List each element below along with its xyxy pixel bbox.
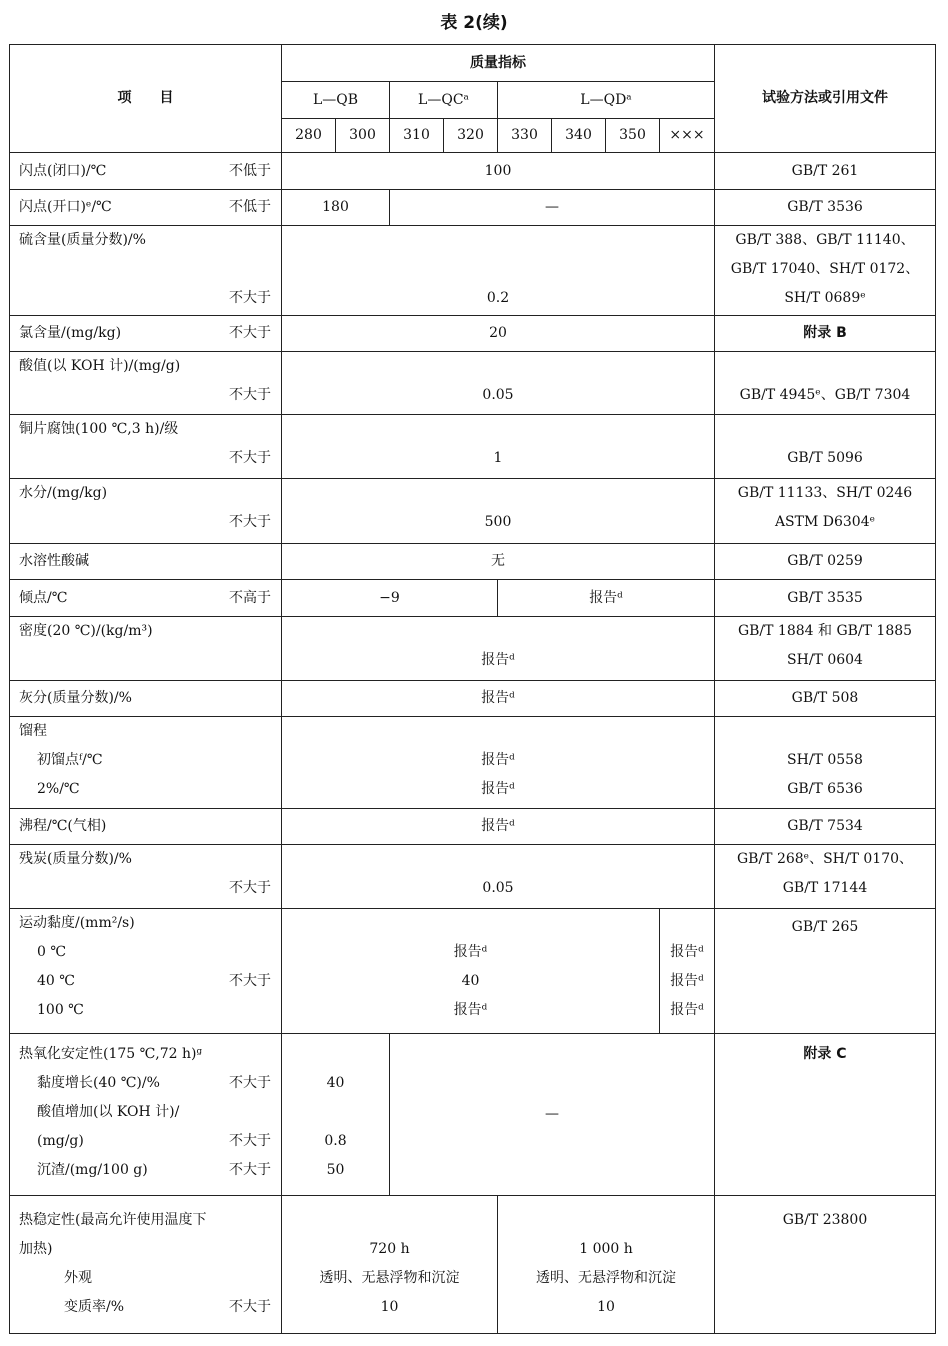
method-line: ASTM D6304ᵉ	[774, 514, 876, 530]
method-line: GB/T 17040、SH/T 0172、	[730, 261, 920, 277]
row-pour	[10, 580, 936, 617]
code-350: 350	[606, 119, 660, 153]
grade-qc: L—QCᵃ	[390, 82, 498, 119]
value-b: 报告ᵈ	[498, 580, 715, 617]
value: 报告ᵈ	[282, 681, 715, 717]
value: 报告ᵈ	[453, 944, 488, 960]
limit: 不大于	[229, 880, 271, 896]
value: 1	[493, 450, 503, 466]
code-xxx: ×××	[660, 119, 715, 153]
method: GB/T 23800	[782, 1212, 868, 1228]
value-a: −9	[282, 580, 498, 617]
value: 无	[282, 544, 715, 580]
limit: 不大于	[229, 1133, 271, 1149]
label: 铜片腐蚀(100 ℃,3 h)/级	[19, 421, 179, 437]
limit: 不大于	[229, 1162, 271, 1178]
label: 闪点(开口)ᵉ/℃	[19, 199, 112, 215]
value: 报告ᵈ	[481, 781, 515, 797]
row-viscosity	[10, 909, 936, 1034]
value: 0.8	[324, 1133, 347, 1149]
label: 水溶性酸碱	[19, 553, 89, 569]
sub-label: 外观	[64, 1270, 92, 1286]
method-line: GB/T 17144	[782, 880, 868, 896]
value-rest: —	[390, 190, 715, 226]
row-water	[10, 479, 936, 544]
limit: 不大于	[229, 325, 271, 341]
label: 密度(20 ℃)/(kg/m³)	[19, 623, 153, 639]
code-340: 340	[552, 119, 606, 153]
label: 酸值(以 KOH 计)/(mg/g)	[19, 358, 181, 374]
sub-label: 黏度增长(40 ℃)/%	[37, 1075, 160, 1091]
label: 倾点/℃	[19, 589, 68, 606]
label: 运动黏度/(mm²/s)	[19, 915, 135, 931]
appearance: 透明、无悬浮物和沉淀	[319, 1270, 460, 1286]
value: 0.2	[486, 290, 510, 306]
sub-label: 变质率/%	[64, 1299, 125, 1315]
value: 100	[282, 153, 715, 190]
label: 灰分(质量分数)/%	[19, 690, 132, 706]
method-line: GB/T 388、GB/T 11140、	[735, 232, 915, 248]
sub-label: (mg/g)	[37, 1133, 84, 1149]
limit: 不大于	[229, 514, 271, 530]
row-distillation	[10, 717, 936, 809]
value: 报告ᵈ	[481, 652, 515, 668]
label: 热稳定性(最高允许使用温度下	[19, 1212, 207, 1228]
value: 报告ᵈ	[282, 809, 715, 845]
code-280: 280	[282, 119, 336, 153]
rate: 10	[380, 1299, 399, 1315]
value: 40	[461, 973, 480, 989]
value: 报告ᵈ	[481, 752, 515, 768]
label: 硫含量(质量分数)/%	[19, 232, 146, 248]
label: 闪点(闭口)/℃	[19, 162, 107, 179]
label: 氯含量/(mg/kg)	[19, 325, 122, 341]
grade-qd: L—QDᵃ	[498, 82, 715, 119]
grade-qb: L—QB	[282, 82, 390, 119]
limit: 不大于	[229, 973, 271, 989]
limit: 不大于	[229, 450, 271, 466]
method-line: SH/T 0604	[787, 652, 863, 668]
method: GB/T 508	[715, 681, 936, 717]
sub-label: 0 ℃	[37, 944, 67, 960]
method: 附录 C	[803, 1046, 847, 1062]
method: GB/T 3535	[715, 580, 936, 617]
row-chlorine	[10, 316, 936, 352]
method-line: GB/T 11133、SH/T 0246	[737, 485, 913, 501]
sub-label: 酸值增加(以 KOH 计)/	[37, 1104, 180, 1120]
label: 水分/(mg/kg)	[19, 485, 108, 501]
value: 报告ᵈ	[453, 1002, 488, 1018]
method: GB/T 261	[715, 153, 936, 190]
value: 40	[326, 1075, 345, 1091]
value-xxx: 报告ᵈ	[670, 1002, 704, 1018]
method-line: GB/T 1884 和 GB/T 1885	[737, 623, 913, 639]
limit: 不大于	[229, 1299, 271, 1315]
label: 沸程/℃(气相)	[19, 818, 107, 834]
limit: 不低于	[229, 199, 271, 215]
value-xxx: 报告ᵈ	[670, 973, 704, 989]
row-sulfur	[10, 226, 936, 316]
method: GB/T 0259	[715, 544, 936, 580]
sub-label: 沉渣/(mg/100 g)	[37, 1162, 148, 1178]
row-ash	[10, 681, 936, 717]
row-thermal-oxidation	[10, 1034, 936, 1196]
row-copper	[10, 415, 936, 479]
row-wsab	[10, 544, 936, 580]
code-310: 310	[390, 119, 444, 153]
value-qb: 180	[282, 190, 390, 226]
method: 附录 B	[715, 316, 936, 352]
row-acid	[10, 352, 936, 415]
value-xxx: 报告ᵈ	[670, 944, 704, 960]
row-boiling	[10, 809, 936, 845]
method: GB/T 3536	[715, 190, 936, 226]
header-quality: 质量指标	[282, 45, 715, 82]
method: GB/T 265	[791, 919, 859, 935]
value: 0.05	[482, 387, 514, 403]
value: 50	[326, 1162, 345, 1178]
limit: 不大于	[229, 290, 271, 306]
code-330: 330	[498, 119, 552, 153]
method-line: GB/T 268ᵉ、SH/T 0170、	[736, 851, 914, 867]
code-300: 300	[336, 119, 390, 153]
hours: 1 000 h	[579, 1241, 633, 1257]
label: 残炭(质量分数)/%	[19, 851, 132, 867]
row-carbon	[10, 845, 936, 909]
code-320: 320	[444, 119, 498, 153]
method: GB/T 4945ᵉ、GB/T 7304	[739, 387, 911, 403]
header-method: 试验方法或引用文件	[715, 45, 936, 153]
label: 加热)	[19, 1241, 53, 1257]
row-flash-open	[10, 190, 936, 226]
limit: 不低于	[229, 162, 271, 179]
limit: 不大于	[229, 1075, 271, 1091]
method: GB/T 7534	[715, 809, 936, 845]
value: 500	[484, 514, 512, 530]
appearance: 透明、无悬浮物和沉淀	[536, 1270, 676, 1286]
table-title: 表 2(续)	[440, 13, 508, 33]
limit: 不大于	[229, 387, 271, 403]
sub-label: 2%/℃	[37, 781, 80, 797]
sub-label: 100 ℃	[37, 1002, 84, 1018]
method-line: GB/T 6536	[787, 781, 863, 797]
hours: 720 h	[369, 1241, 410, 1257]
method-line: SH/T 0689ᵉ	[784, 290, 866, 306]
value-rest: —	[390, 1034, 715, 1196]
value: 0.05	[482, 880, 514, 896]
label: 热氧化安定性(175 ℃,72 h)ᵍ	[19, 1046, 203, 1062]
sub-label: 初馏点ᶠ/℃	[37, 752, 103, 768]
header-item: 项 目	[10, 45, 282, 153]
rate: 10	[597, 1299, 615, 1315]
method-line: SH/T 0558	[787, 752, 863, 768]
sub-label: 40 ℃	[37, 973, 75, 989]
spec-table	[9, 44, 936, 1334]
row-thermal-stability	[10, 1196, 936, 1334]
row-flash-closed	[10, 153, 936, 190]
value: 20	[282, 316, 715, 352]
limit: 不高于	[229, 589, 271, 606]
method: GB/T 5096	[787, 450, 863, 466]
row-density	[10, 617, 936, 681]
label: 馏程	[19, 723, 47, 739]
